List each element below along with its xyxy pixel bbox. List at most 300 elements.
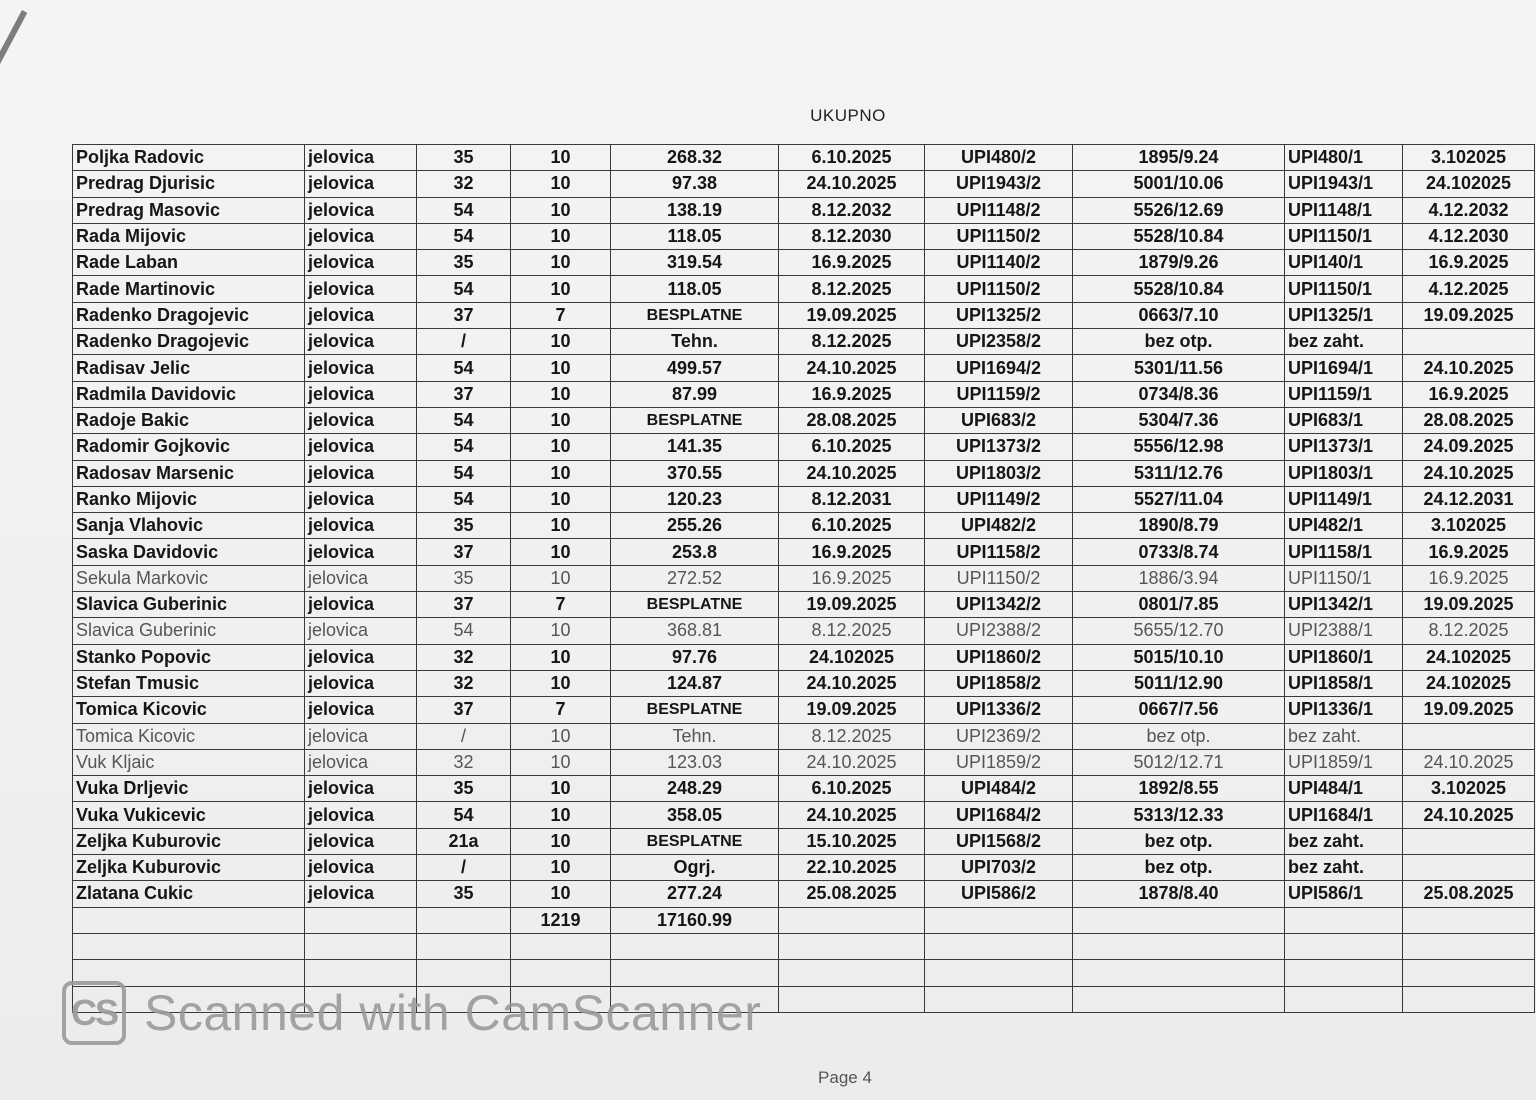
cell-upi-doc: UPI1803/2 (925, 460, 1073, 486)
cell-record: 5011/12.90 (1073, 670, 1285, 696)
cell-upi-ref: UPI1860/1 (1285, 644, 1403, 670)
cell-date: 25.08.2025 (779, 881, 925, 907)
cell-name: Sanja Vlahovic (73, 513, 305, 539)
cell-record: 5527/11.04 (1073, 486, 1285, 512)
cell-name: Sekula Markovic (73, 565, 305, 591)
cell-parcel: 32 (417, 171, 511, 197)
cell-upi-doc: UPI1149/2 (925, 486, 1073, 512)
cell-date: 24.102025 (779, 644, 925, 670)
table-row (73, 592, 1535, 618)
cell-upi-doc: UPI1694/2 (925, 355, 1073, 381)
cell-amount: 87.99 (611, 381, 779, 407)
cell-record: bez otp. (1073, 828, 1285, 854)
cell-record: 1879/9.26 (1073, 250, 1285, 276)
cell-place: jelovica (305, 381, 417, 407)
total-amount: 17160.99 (611, 907, 779, 933)
empty-cell (1073, 907, 1285, 933)
cell-parcel: 37 (417, 302, 511, 328)
cell-upi-doc: UPI1140/2 (925, 250, 1073, 276)
cell-date: 24.10.2025 (779, 670, 925, 696)
empty-cell (1403, 933, 1535, 959)
cell-amount: 277.24 (611, 881, 779, 907)
cell-amount: 118.05 (611, 276, 779, 302)
cell-upi-doc: UPI1860/2 (925, 644, 1073, 670)
cell-parcel: / (417, 723, 511, 749)
page-number: Page 4 (818, 1068, 872, 1087)
cell-parcel: 35 (417, 881, 511, 907)
empty-cell (925, 907, 1073, 933)
cell-upi-doc: UPI1150/2 (925, 223, 1073, 249)
cell-amount: 123.03 (611, 749, 779, 775)
cell-date: 15.10.2025 (779, 828, 925, 854)
watermark-text: Scanned with CamScanner (144, 985, 762, 1041)
empty-cell (305, 933, 417, 959)
table-row (73, 197, 1535, 223)
table-row (73, 223, 1535, 249)
cell-record: 5012/12.71 (1073, 749, 1285, 775)
cell-amount: 268.32 (611, 145, 779, 171)
cell-record: 1890/8.79 (1073, 513, 1285, 539)
cell-record: bez otp. (1073, 723, 1285, 749)
cell-amount: 138.19 (611, 197, 779, 223)
cell-amount: 499.57 (611, 355, 779, 381)
cell-place: jelovica (305, 486, 417, 512)
cell-date: 8.12.2025 (779, 723, 925, 749)
cell-upi-ref: UPI1159/1 (1285, 381, 1403, 407)
empty-cell (779, 933, 925, 959)
cell-upi-doc: UPI1159/2 (925, 381, 1073, 407)
cell-amount: Tehn. (611, 723, 779, 749)
cell-name: Radisav Jelic (73, 355, 305, 381)
cell-upi-ref: UPI1150/1 (1285, 276, 1403, 302)
cell-term: 10 (511, 723, 611, 749)
cell-term: 10 (511, 776, 611, 802)
empty-cell (779, 907, 925, 933)
cell-amount: 272.52 (611, 565, 779, 591)
cell-place: jelovica (305, 539, 417, 565)
cell-upi-ref: UPI482/1 (1285, 513, 1403, 539)
cell-date: 16.9.2025 (779, 539, 925, 565)
table-row (73, 723, 1535, 749)
table-row (73, 881, 1535, 907)
empty-cell (1403, 986, 1535, 1012)
cell-ref-date: 24.10.2025 (1403, 749, 1535, 775)
cell-upi-ref: bez zaht. (1285, 828, 1403, 854)
cell-upi-doc: UPI1859/2 (925, 749, 1073, 775)
table-row (73, 434, 1535, 460)
cell-ref-date: 19.09.2025 (1403, 592, 1535, 618)
cell-upi-ref: UPI1342/1 (1285, 592, 1403, 618)
table-row (73, 855, 1535, 881)
cell-term: 10 (511, 828, 611, 854)
table-row (73, 460, 1535, 486)
table-row (73, 381, 1535, 407)
cell-name: Zlatana Cukic (73, 881, 305, 907)
empty-cell (925, 933, 1073, 959)
cell-date: 22.10.2025 (779, 855, 925, 881)
cell-amount: 370.55 (611, 460, 779, 486)
cell-parcel: 54 (417, 434, 511, 460)
cell-name: Radenko Dragojevic (73, 302, 305, 328)
cell-place: jelovica (305, 776, 417, 802)
cell-term: 10 (511, 855, 611, 881)
table-row (73, 618, 1535, 644)
cell-parcel: 35 (417, 250, 511, 276)
cell-term: 10 (511, 749, 611, 775)
cell-term: 10 (511, 381, 611, 407)
cell-amount: 255.26 (611, 513, 779, 539)
cell-term: 10 (511, 250, 611, 276)
empty-cell (73, 933, 305, 959)
table-row (73, 539, 1535, 565)
cell-place: jelovica (305, 618, 417, 644)
cell-ref-date: 3.102025 (1403, 776, 1535, 802)
cell-place: jelovica (305, 697, 417, 723)
cell-upi-ref: UPI1148/1 (1285, 197, 1403, 223)
cell-term: 7 (511, 302, 611, 328)
cell-term: 10 (511, 565, 611, 591)
cell-upi-doc: UPI1150/2 (925, 276, 1073, 302)
empty-cell (417, 907, 511, 933)
cell-term: 10 (511, 513, 611, 539)
cell-parcel: 37 (417, 539, 511, 565)
table-row (73, 486, 1535, 512)
cell-amount: BESPLATNE (611, 828, 779, 854)
cell-parcel: / (417, 855, 511, 881)
cell-date: 6.10.2025 (779, 145, 925, 171)
cell-ref-date: 24.102025 (1403, 644, 1535, 670)
cell-name: Stefan Tmusic (73, 670, 305, 696)
cell-upi-ref: bez zaht. (1285, 329, 1403, 355)
cell-upi-ref: UPI1150/1 (1285, 223, 1403, 249)
camscanner-logo-icon: CS (62, 981, 126, 1045)
cell-place: jelovica (305, 670, 417, 696)
ledger-table (72, 144, 1535, 1013)
cell-amount: 319.54 (611, 250, 779, 276)
cell-ref-date: 16.9.2025 (1403, 539, 1535, 565)
cell-upi-doc: UPI1325/2 (925, 302, 1073, 328)
cell-term: 10 (511, 460, 611, 486)
cell-name: Radoje Bakic (73, 407, 305, 433)
cell-record: bez otp. (1073, 855, 1285, 881)
cell-ref-date: 24.102025 (1403, 670, 1535, 696)
cell-record: 5526/12.69 (1073, 197, 1285, 223)
cell-name: Saska Davidovic (73, 539, 305, 565)
scan-edge-mark (0, 10, 27, 159)
cell-place: jelovica (305, 855, 417, 881)
table-row (73, 171, 1535, 197)
cell-ref-date: 24.102025 (1403, 171, 1535, 197)
cell-place: jelovica (305, 302, 417, 328)
blank-row (73, 933, 1535, 959)
cell-name: Stanko Popovic (73, 644, 305, 670)
cell-date: 28.08.2025 (779, 407, 925, 433)
empty-cell (925, 960, 1073, 986)
empty-cell (1285, 960, 1403, 986)
table-row (73, 302, 1535, 328)
page-title: UKUPNO (810, 106, 886, 125)
table-row (73, 697, 1535, 723)
cell-ref-date: 16.9.2025 (1403, 250, 1535, 276)
cell-upi-doc: UPI586/2 (925, 881, 1073, 907)
cell-ref-date: 24.12.2031 (1403, 486, 1535, 512)
cell-ref-date: 4.12.2025 (1403, 276, 1535, 302)
cell-ref-date: 19.09.2025 (1403, 302, 1535, 328)
cell-ref-date: 4.12.2032 (1403, 197, 1535, 223)
cell-ref-date: 3.102025 (1403, 145, 1535, 171)
cell-amount: BESPLATNE (611, 697, 779, 723)
cell-parcel: 21a (417, 828, 511, 854)
cell-place: jelovica (305, 592, 417, 618)
cell-parcel: 32 (417, 644, 511, 670)
cell-place: jelovica (305, 197, 417, 223)
cell-ref-date (1403, 855, 1535, 881)
cell-date: 19.09.2025 (779, 697, 925, 723)
cell-upi-doc: UPI2388/2 (925, 618, 1073, 644)
cell-amount: 368.81 (611, 618, 779, 644)
cell-term: 10 (511, 618, 611, 644)
cell-upi-ref: bez zaht. (1285, 855, 1403, 881)
cell-name: Vuka Vukicevic (73, 802, 305, 828)
cell-upi-doc: UPI1568/2 (925, 828, 1073, 854)
cell-term: 10 (511, 223, 611, 249)
cell-place: jelovica (305, 145, 417, 171)
empty-cell (1285, 907, 1403, 933)
cell-ref-date: 3.102025 (1403, 513, 1535, 539)
cell-record: 5304/7.36 (1073, 407, 1285, 433)
cell-name: Zeljka Kuburovic (73, 855, 305, 881)
cell-date: 6.10.2025 (779, 513, 925, 539)
cell-record: 5301/11.56 (1073, 355, 1285, 381)
cell-upi-ref: UPI1373/1 (1285, 434, 1403, 460)
cell-upi-ref: UPI1694/1 (1285, 355, 1403, 381)
empty-cell (611, 933, 779, 959)
total-term: 1219 (511, 907, 611, 933)
cell-upi-doc: UPI1336/2 (925, 697, 1073, 723)
cell-term: 10 (511, 670, 611, 696)
cell-term: 10 (511, 644, 611, 670)
empty-cell (1073, 960, 1285, 986)
cell-term: 10 (511, 881, 611, 907)
table-row (73, 276, 1535, 302)
cell-date: 8.12.2030 (779, 223, 925, 249)
cell-record: 5655/12.70 (1073, 618, 1285, 644)
cell-place: jelovica (305, 434, 417, 460)
cell-record: 5556/12.98 (1073, 434, 1285, 460)
empty-cell (417, 933, 511, 959)
table-row (73, 329, 1535, 355)
cell-parcel: 35 (417, 513, 511, 539)
cell-parcel: 54 (417, 407, 511, 433)
cell-term: 7 (511, 697, 611, 723)
cell-name: Rade Martinovic (73, 276, 305, 302)
cell-record: 5311/12.76 (1073, 460, 1285, 486)
cell-upi-ref: UPI140/1 (1285, 250, 1403, 276)
cell-term: 10 (511, 407, 611, 433)
cell-upi-ref: UPI1803/1 (1285, 460, 1403, 486)
table-row (73, 250, 1535, 276)
cell-name: Rade Laban (73, 250, 305, 276)
cell-name: Tomica Kicovic (73, 723, 305, 749)
cell-parcel: 35 (417, 776, 511, 802)
cell-date: 24.10.2025 (779, 802, 925, 828)
cell-amount: Ogrj. (611, 855, 779, 881)
empty-cell (1285, 986, 1403, 1012)
cell-name: Predrag Djurisic (73, 171, 305, 197)
cell-upi-doc: UPI480/2 (925, 145, 1073, 171)
cell-name: Radomir Gojkovic (73, 434, 305, 460)
cell-parcel: 37 (417, 697, 511, 723)
cell-record: 0733/8.74 (1073, 539, 1285, 565)
cell-date: 6.10.2025 (779, 434, 925, 460)
empty-cell (511, 933, 611, 959)
cell-date: 16.9.2025 (779, 381, 925, 407)
cell-term: 10 (511, 539, 611, 565)
empty-cell (73, 907, 305, 933)
cell-date: 24.10.2025 (779, 460, 925, 486)
cell-term: 10 (511, 197, 611, 223)
cell-name: Ranko Mijovic (73, 486, 305, 512)
cell-upi-doc: UPI2369/2 (925, 723, 1073, 749)
cell-date: 24.10.2025 (779, 171, 925, 197)
cell-parcel: 54 (417, 355, 511, 381)
cell-amount: 248.29 (611, 776, 779, 802)
cell-amount: Tehn. (611, 329, 779, 355)
cell-term: 10 (511, 145, 611, 171)
cell-upi-doc: UPI683/2 (925, 407, 1073, 433)
cell-term: 10 (511, 276, 611, 302)
cell-upi-ref: UPI1158/1 (1285, 539, 1403, 565)
empty-cell (305, 907, 417, 933)
cell-name: Slavica Guberinic (73, 592, 305, 618)
cell-record: 1878/8.40 (1073, 881, 1285, 907)
cell-name: Radosav Marsenic (73, 460, 305, 486)
cell-ref-date: 19.09.2025 (1403, 697, 1535, 723)
cell-record: 0801/7.85 (1073, 592, 1285, 618)
camscanner-watermark (62, 978, 822, 1048)
empty-cell (1403, 960, 1535, 986)
cell-date: 16.9.2025 (779, 250, 925, 276)
cell-name: Poljka Radovic (73, 145, 305, 171)
cell-amount: 120.23 (611, 486, 779, 512)
cell-amount: BESPLATNE (611, 302, 779, 328)
cell-amount: 141.35 (611, 434, 779, 460)
cell-name: Predrag Masovic (73, 197, 305, 223)
cell-upi-ref: UPI484/1 (1285, 776, 1403, 802)
cell-ref-date: 25.08.2025 (1403, 881, 1535, 907)
cell-place: jelovica (305, 828, 417, 854)
cell-place: jelovica (305, 723, 417, 749)
cell-place: jelovica (305, 513, 417, 539)
cell-upi-ref: UPI683/1 (1285, 407, 1403, 433)
cell-ref-date: 16.9.2025 (1403, 381, 1535, 407)
cell-upi-doc: UPI482/2 (925, 513, 1073, 539)
cell-amount: 118.05 (611, 223, 779, 249)
cell-upi-doc: UPI1684/2 (925, 802, 1073, 828)
cell-record: 1892/8.55 (1073, 776, 1285, 802)
cell-upi-ref: UPI1336/1 (1285, 697, 1403, 723)
cell-place: jelovica (305, 276, 417, 302)
cell-record: 0663/7.10 (1073, 302, 1285, 328)
cell-place: jelovica (305, 223, 417, 249)
cell-record: bez otp. (1073, 329, 1285, 355)
table-row (73, 565, 1535, 591)
cell-parcel: 37 (417, 381, 511, 407)
cell-ref-date (1403, 828, 1535, 854)
cell-term: 10 (511, 355, 611, 381)
cell-upi-doc: UPI1150/2 (925, 565, 1073, 591)
cell-ref-date: 28.08.2025 (1403, 407, 1535, 433)
cell-name: Radmila Davidovic (73, 381, 305, 407)
cell-ref-date: 8.12.2025 (1403, 618, 1535, 644)
cell-upi-ref: UPI480/1 (1285, 145, 1403, 171)
cell-parcel: 54 (417, 276, 511, 302)
cell-date: 8.12.2025 (779, 329, 925, 355)
cell-upi-ref: UPI1859/1 (1285, 749, 1403, 775)
cell-record: 5001/10.06 (1073, 171, 1285, 197)
cell-upi-doc: UPI1858/2 (925, 670, 1073, 696)
cell-place: jelovica (305, 802, 417, 828)
cell-upi-doc: UPI1943/2 (925, 171, 1073, 197)
cell-upi-ref: UPI1149/1 (1285, 486, 1403, 512)
cell-amount: 97.38 (611, 171, 779, 197)
table-row (73, 644, 1535, 670)
cell-upi-doc: UPI1342/2 (925, 592, 1073, 618)
table-row (73, 670, 1535, 696)
cell-date: 16.9.2025 (779, 565, 925, 591)
cell-name: Slavica Guberinic (73, 618, 305, 644)
cell-date: 8.12.2025 (779, 618, 925, 644)
cell-amount: 97.76 (611, 644, 779, 670)
cell-upi-ref: UPI2388/1 (1285, 618, 1403, 644)
cell-name: Radenko Dragojevic (73, 329, 305, 355)
cell-place: jelovica (305, 355, 417, 381)
cell-record: 5015/10.10 (1073, 644, 1285, 670)
cell-date: 6.10.2025 (779, 776, 925, 802)
cell-amount: BESPLATNE (611, 592, 779, 618)
cell-record: 5528/10.84 (1073, 276, 1285, 302)
cell-date: 24.10.2025 (779, 749, 925, 775)
cell-parcel: 37 (417, 592, 511, 618)
cell-parcel: 32 (417, 749, 511, 775)
cell-upi-ref: UPI1325/1 (1285, 302, 1403, 328)
cell-parcel: 54 (417, 618, 511, 644)
cell-upi-doc: UPI484/2 (925, 776, 1073, 802)
cell-record: 1886/3.94 (1073, 565, 1285, 591)
table-row (73, 407, 1535, 433)
cell-term: 10 (511, 434, 611, 460)
cell-record: 5528/10.84 (1073, 223, 1285, 249)
cell-ref-date: 4.12.2030 (1403, 223, 1535, 249)
cell-parcel: 54 (417, 486, 511, 512)
cell-record: 1895/9.24 (1073, 145, 1285, 171)
cell-parcel: 35 (417, 565, 511, 591)
cell-amount: 358.05 (611, 802, 779, 828)
cell-date: 8.12.2031 (779, 486, 925, 512)
table-row (73, 145, 1535, 171)
cell-parcel: / (417, 329, 511, 355)
cell-term: 10 (511, 329, 611, 355)
cell-place: jelovica (305, 407, 417, 433)
cell-ref-date: 24.10.2025 (1403, 355, 1535, 381)
cell-upi-ref: bez zaht. (1285, 723, 1403, 749)
table-row (73, 749, 1535, 775)
empty-cell (1073, 986, 1285, 1012)
cell-place: jelovica (305, 171, 417, 197)
totals-row (73, 907, 1535, 933)
cell-date: 19.09.2025 (779, 592, 925, 618)
cell-place: jelovica (305, 329, 417, 355)
